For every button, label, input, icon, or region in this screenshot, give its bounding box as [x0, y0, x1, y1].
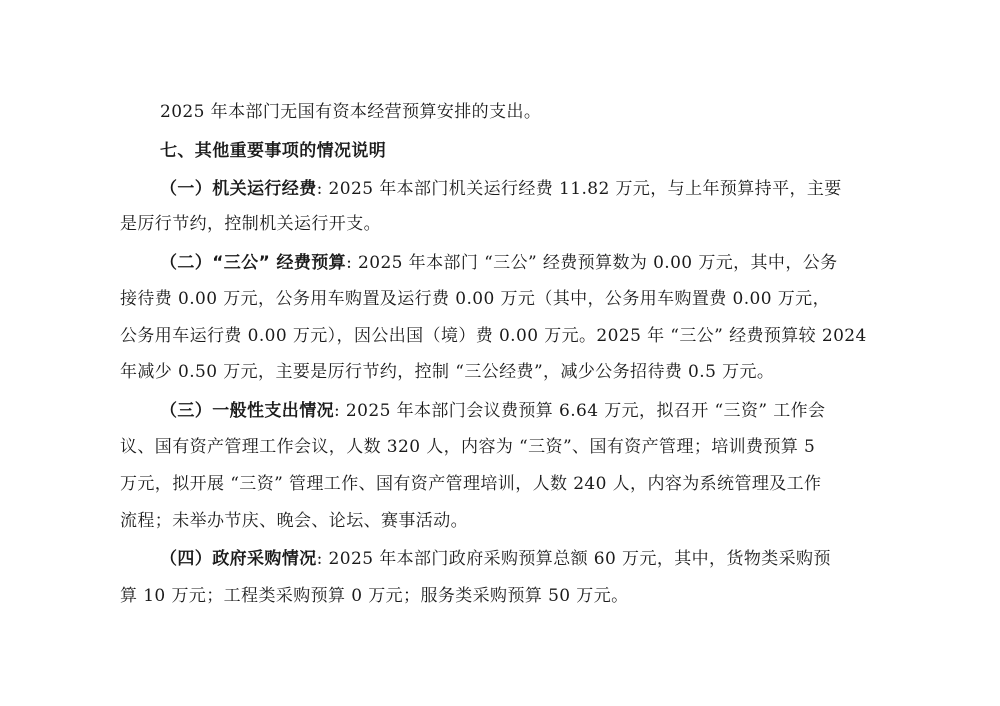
paragraph-2-line-3	[120, 325, 867, 347]
paragraph-3-line-3	[120, 473, 821, 495]
paragraph-2-line-1	[160, 252, 838, 274]
paragraph-3-text: : 2025 年本部门会议费预算 6.64 万元，拟召开 “三资” 工作会	[334, 401, 826, 421]
budget-intro-line	[160, 101, 541, 123]
paragraph-2-label: （二）“三公” 经费预算	[160, 253, 347, 273]
paragraph-1-label: （一）机关运行经费	[160, 179, 317, 199]
paragraph-4-text: : 2025 年本部门政府采购预算总额 60 万元，其中，货物类采购预	[316, 549, 831, 569]
paragraph-3-text: 议、国有资产管理工作会议，人数 320 人，内容为 “三资”、国有资产管理；培训费预算 5	[120, 437, 816, 457]
paragraph-4-text: 算 10 万元；工程类采购预算 0 万元；服务类采购预算 50 万元。	[120, 586, 629, 606]
paragraph-1-line-2	[120, 213, 381, 235]
paragraph-1-text: : 2025 年本部门机关运行经费 11.82 万元，与上年预算持平，主要	[316, 179, 842, 199]
paragraph-3-text: 流程；未举办节庆、晚会、论坛、赛事活动。	[120, 511, 468, 531]
paragraph-2-line-2	[120, 288, 830, 310]
paragraph-2-text: 接待费 0.00 万元，公务用车购置及运行费 0.00 万元（其中，公务用车购置费 0.00 万元，	[120, 289, 830, 309]
paragraph-3-line-4	[120, 510, 468, 532]
paragraph-3-label: （三）一般性支出情况	[160, 401, 334, 421]
paragraph-4-line-2	[120, 585, 629, 607]
paragraph-4-line-1	[160, 548, 831, 570]
paragraph-2-line-4	[120, 361, 774, 383]
text-span: 2025 年本部门无国有资本经营预算安排的支出。	[160, 102, 542, 122]
paragraph-2-text: 年减少 0.50 万元，主要是厉行节约，控制 “三公经费”，减少公务招待费 0.5 万元。	[120, 362, 775, 382]
paragraph-3-text: 万元，拟开展 “三资” 管理工作、国有资产管理培训，人数 240 人，内容为系统管理及工作	[120, 474, 822, 494]
paragraph-4-label: （四）政府采购情况	[160, 549, 317, 569]
paragraph-1-text: 是厉行节约，控制机关运行开支。	[120, 214, 381, 234]
section-heading	[160, 140, 386, 162]
section-heading-text: 七、其他重要事项的情况说明	[160, 141, 387, 161]
paragraph-3-line-2	[120, 436, 815, 458]
paragraph-2-text: 公务用车运行费 0.00 万元），因公出国（境）费 0.00 万元。2025 年 “三公” 经费预算较 2024	[120, 326, 867, 346]
paragraph-2-text: : 2025 年本部门 “三公” 经费预算数为 0.00 万元，其中，公务	[346, 253, 838, 273]
paragraph-1-line-1	[160, 178, 842, 200]
paragraph-3-line-1	[160, 400, 825, 422]
